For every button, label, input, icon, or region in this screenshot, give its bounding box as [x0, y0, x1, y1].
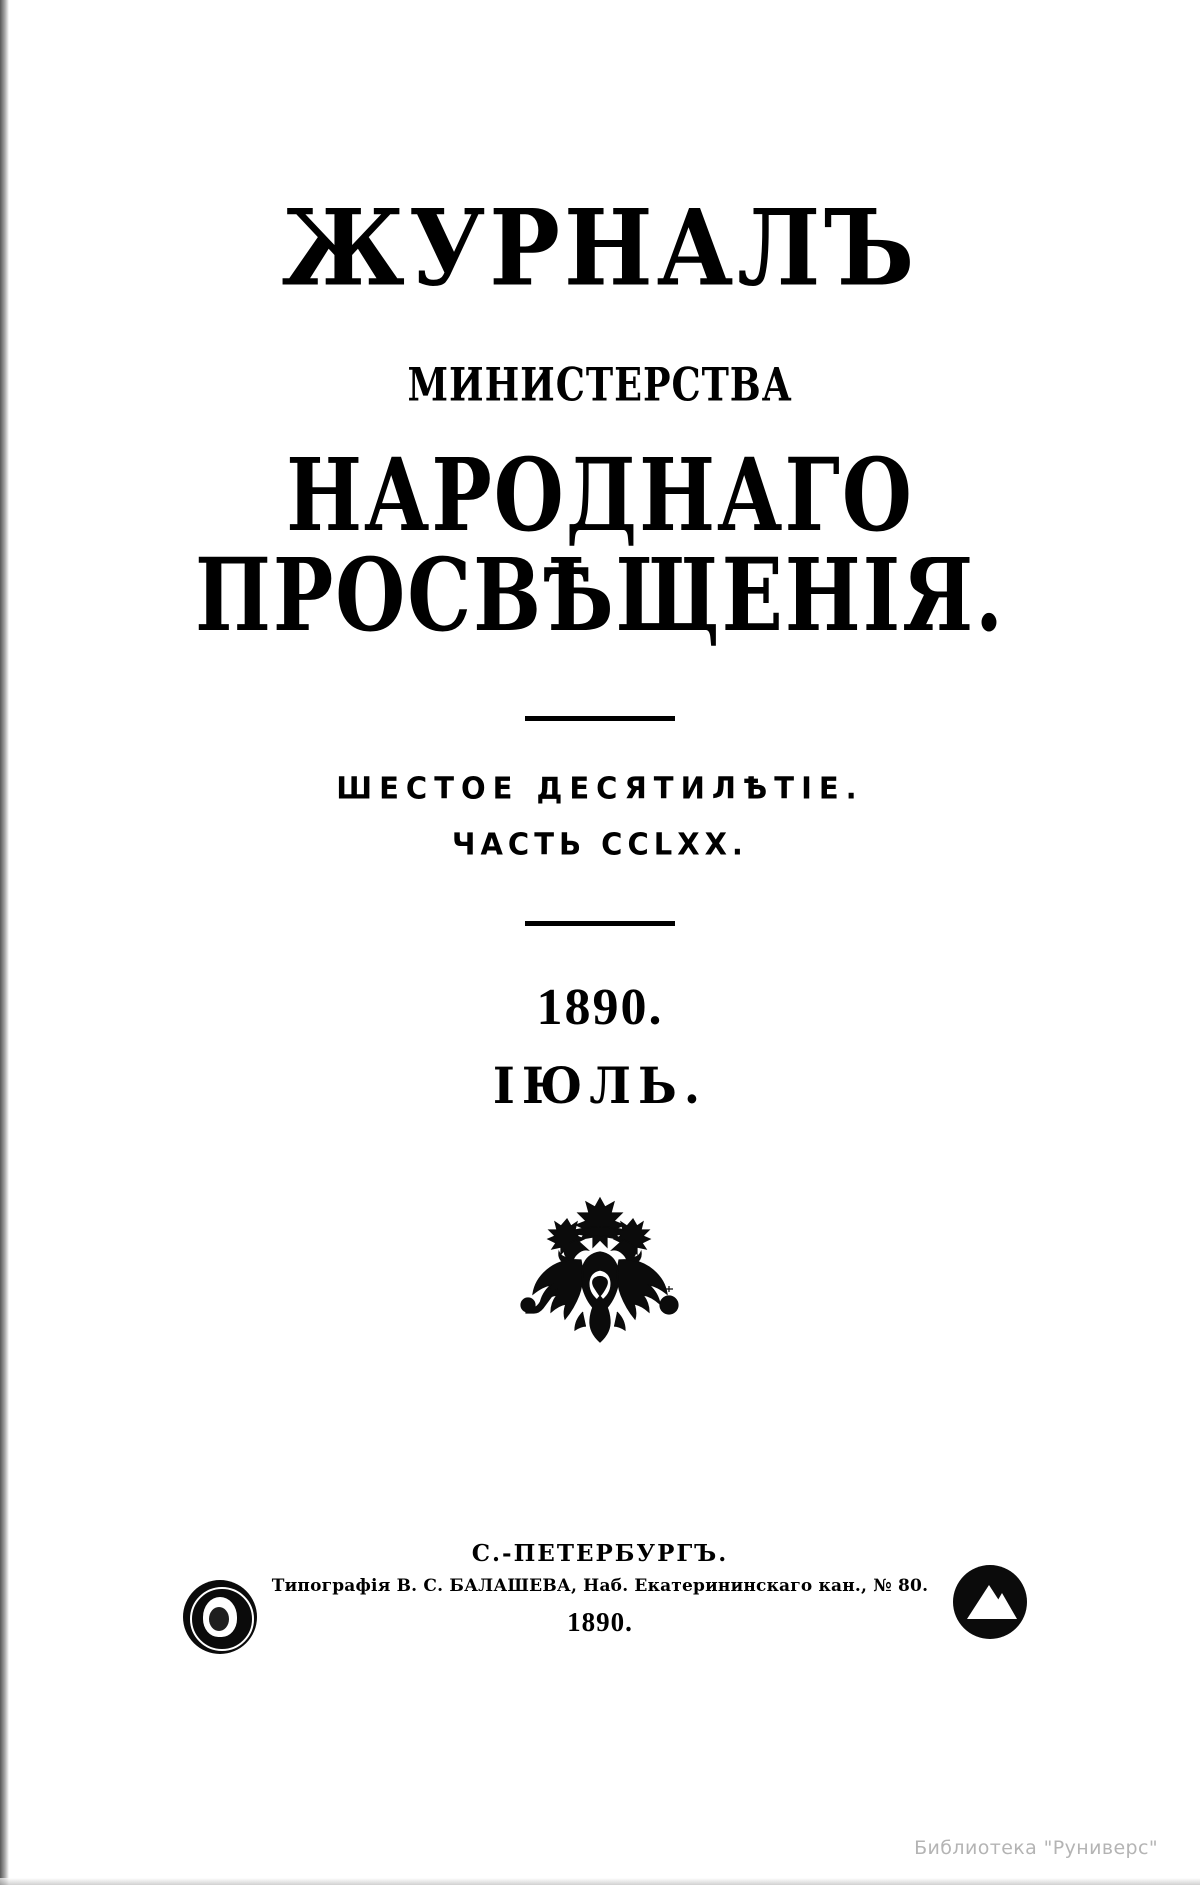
imprint-city: С.-ПЕТЕРБУРГЪ. [471, 1540, 729, 1567]
year-label: 1890. [536, 979, 664, 1036]
library-stamp-right [953, 1565, 1027, 1639]
imprint-printer: Типографія В. С. БАЛАШЕВА, Наб. Екатерининскаго кан., № 80. [271, 1576, 929, 1596]
imperial-eagle-icon [505, 1192, 695, 1362]
stamp-portrait-icon [203, 1597, 237, 1637]
month-label: ІЮЛЬ. [492, 1057, 708, 1116]
decade-label: ШЕСТОЕ ДЕСЯТИЛѢТІЕ. [336, 770, 864, 806]
library-stamp-left [183, 1580, 257, 1654]
watermark-text: Библиотека "Руниверс" [914, 1837, 1158, 1859]
imprint-year: 1890. [567, 1607, 633, 1637]
part-label: ЧАСТЬ CCLXX. [452, 826, 748, 862]
page-title: ЖУРНАЛЪ [281, 187, 919, 311]
divider-rule-top [525, 716, 675, 721]
emblem-container [0, 1192, 1200, 1362]
scan-edge-bottom [0, 1878, 1200, 1885]
stamp-mountain-secondary-icon [987, 1593, 1017, 1619]
title-education: НАРОДНАГО ПРОСВѢЩЕНІЯ. [194, 437, 1005, 655]
title-ministry: МИНИСТЕРСТВА [407, 357, 793, 413]
divider-rule-bottom [525, 921, 675, 926]
